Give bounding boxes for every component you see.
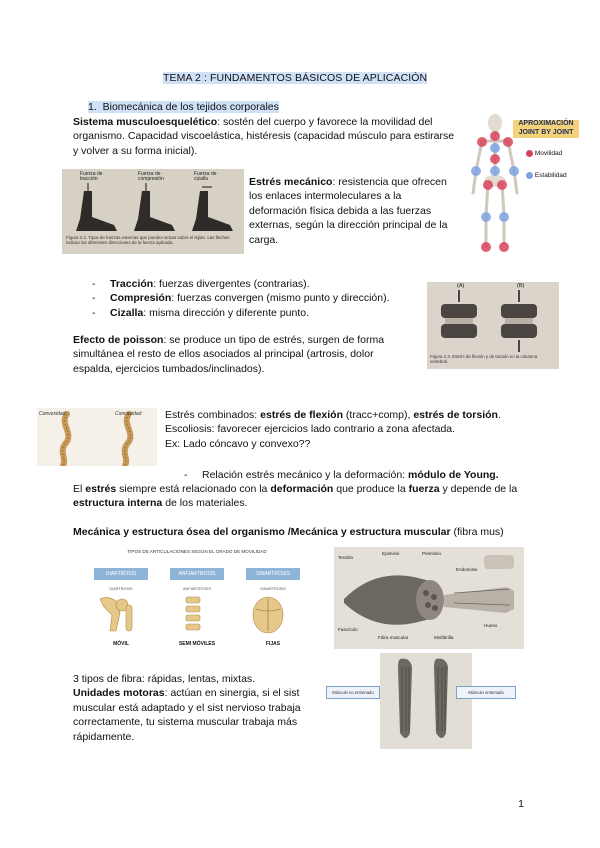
caption-movil: MÓVIL [113,641,129,647]
joint-by-joint-figure [468,111,580,261]
muscle-fibers-illustration [380,653,472,749]
label-convexidad: Convexidad [39,411,66,417]
list-item: - Compresión: fuerzas convergen (mismo punto y dirección). [92,291,422,305]
label-miofibrilla: Miofibrilla [434,635,454,640]
joint-types-figure [86,549,308,652]
combinados-line3: Ex: Lado cóncavo y convexo?? [165,437,311,450]
sublabel-diartrosis: DIARTROSIS [109,587,133,591]
list-item: - Cizalla: misma dirección y diferente punto. [92,306,422,320]
spine-curvature-figure [37,408,157,466]
figure-caption: Figura 2.2. Tipos de fuerzas externas que pueden actuar sobre el tejido. Las flechas indican las diferentes direcciones de la fuerza aplicada. [66,235,230,246]
figure-label-a: (A) [457,283,465,289]
muscle-illustration [334,547,524,649]
forces-list [92,277,422,320]
label-hueso: Hueso [484,623,498,628]
motor-units-figure [324,653,524,749]
section-heading: 1. Biomecánica de los tejidos corporales [88,101,279,113]
page-title: TEMA 2 : FUNDAMENTOS BÁSICOS DE APLICACIÓN [163,72,428,84]
combinados-line2: Escoliosis: favorecer ejercicios lado contrario a zona afectada. [165,423,456,436]
figure-caption: Figura 2.3. Estrés de flexión y de torsión en la columna vertebral. [430,354,538,365]
musculoesqueletico-paragraph: Sistema musculoesquelético: sostén del cuerpo y favorece la movilidad del organismo. Capacidad viscoelástica, histéresis (capacidad músculo para estirarse y volver a su forma inicial). [73,116,455,157]
estres-relacion-paragraph: El estrés siempre está relacionado con la deformación que produce la fuerza y depende de la estructura interna de los materiales. [73,483,518,510]
unidades-motoras: Unidades motoras: actúan en sinergia, si el sist muscular está adaptado y el sist nervioso trabaja correctamente, tu sistema muscular trabaja más rápidamente. [73,687,301,743]
label-entrenado: Músculo entrenado [456,686,516,699]
caption-fijas: FIJAS [265,641,281,647]
legend-red-dot-icon [526,150,533,157]
box-sinartrosis: SINARTROSIS [246,568,300,580]
joint-by-joint-title: APROXIMACIÓN JOINT BY JOINT [513,120,579,138]
caption-semimoviles: SEMI MÓVILES [178,641,216,647]
box-anfiartrosis: ANFIARTROSIS [170,568,224,580]
combinados-line1: Estrés combinados: estrés de flexión (tracc+comp), estrés de torsión. [165,409,501,421]
joint-bones-illustration [86,593,308,637]
sublabel-anfiartrosis: ANFIARTROSIS [183,587,211,591]
label-compresion: Fuerza de compresión [138,171,164,183]
label-fasciculo: Fascículo [338,627,358,632]
fibras-paragraph [73,672,323,744]
label-epimisio: Epimisio [382,551,400,556]
label-tendon: Tendón [338,555,354,560]
page-number: 1 [518,798,524,810]
legend-blue-dot-icon [526,172,533,179]
young-item [184,468,544,482]
joint-types-header: TIPOS DE ARTICULACIONES SEGÚN EL GRADO DE MOVILIDAD [127,549,267,554]
stress-types-figure [62,169,244,254]
poisson-paragraph: Efecto de poisson: se produce un tipo de estrés, surgen de forma simultánea el resto de ellos asociados al principal (artrosis, dolor espalda, ejercicios tumbados/inclinados). [73,334,385,375]
figure-label-b: (B) [517,283,525,289]
label-perimisio: Perimisio [422,551,441,556]
motor-units-photo [380,653,472,749]
muscle-structure-figure [334,547,524,649]
label-endomisio: Endomisio [456,567,478,572]
sublabel-sinartrosis: SINARTROSIS [260,587,286,591]
label-no-entrenado: Músculo no entrenado [326,686,380,699]
mecanica-heading: Mecánica y estructura ósea del organismo /Mecánica y estructura muscular (fibra mus) [73,526,504,538]
label-cizalla: Fuerza de cizalla [194,171,217,183]
list-item: - Relación estrés mecánico y la deformación: módulo de Young. [184,468,544,482]
legend-stability: Estabilidad [526,172,567,180]
legend-mobility: Movilidad [526,150,562,158]
fibras-line1: 3 tipos de fibra: rápidas, lentas, mixtas. [73,673,256,685]
list-item: - Tracción: fuerzas divergentes (contrarias). [92,277,422,291]
estres-mecanico-paragraph: Estrés mecánico: resistencia que ofrecen los enlaces intermoleculares a la deformación física debida a las fuerzas externas, según la dirección principal de la carga. [249,176,448,246]
label-fibra: Fibra muscular [378,635,409,640]
label-concavidad: Concavidad [115,411,142,417]
estres-combinados-paragraph [165,408,525,451]
vertebra-stress-figure [427,282,559,369]
box-diartrosis: DIARTROSIS [94,568,148,580]
label-traccion: Fuerza de tracción [80,171,103,183]
